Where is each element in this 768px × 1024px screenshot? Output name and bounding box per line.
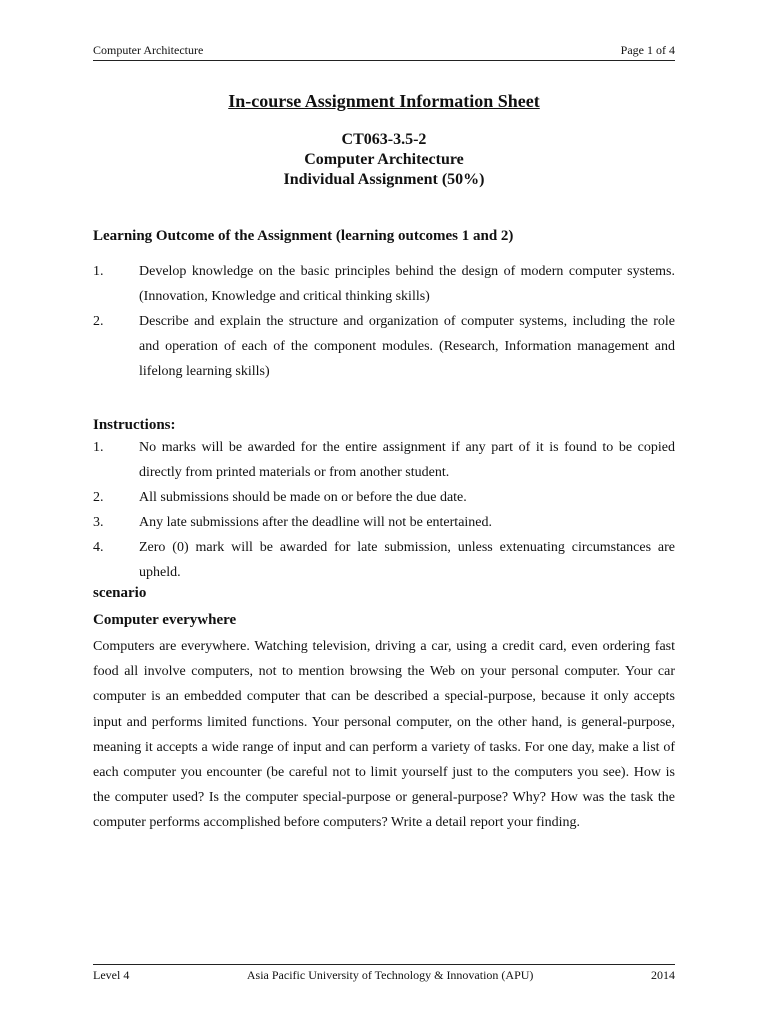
- document-title-text: In-course Assignment Information Sheet: [228, 91, 540, 111]
- list-item-number: 3.: [93, 515, 104, 530]
- instructions-list: [93, 435, 675, 585]
- list-item: [93, 435, 675, 485]
- page-header: [93, 43, 675, 61]
- header-page-number: Page 1 of 4: [620, 43, 675, 57]
- module-code: CT063-3.5-2: [341, 131, 427, 148]
- module-name: Computer Architecture: [304, 151, 464, 168]
- list-item-text: All submissions should be made on or before the due date.: [139, 490, 467, 505]
- scenario-section: [93, 583, 675, 836]
- list-item: [93, 510, 675, 535]
- footer-institution: Asia Pacific University of Technology & Innovation (APU): [246, 968, 534, 982]
- list-item-text: Develop knowledge on the basic principles behind the design of modern computer systems. (Innovation, Knowledge and critical thinking skills): [139, 264, 675, 304]
- list-item-number: 1.: [93, 440, 104, 455]
- instructions-section: [93, 415, 675, 585]
- scenario-heading: Computer everywhere: [93, 612, 237, 628]
- list-item-number: 4.: [93, 540, 104, 555]
- learning-outcomes-heading: Learning Outcome of the Assignment (learning outcomes 1 and 2): [93, 228, 514, 244]
- scenario-body: Computers are everywhere. Watching television, driving a car, using a credit card, even ordering fast food all involve computers, not to mention browsing the Web on your personal computer. Your car computer is an embedded computer that can be described a special-purpose, because it only accepts input and performs limited functions. Your personal computer, on the other hand, is general-purpose, meaning it accepts a wide range of input and can perform a variety of tasks. For one day, make a list of each computer you encounter (be careful not to limit yourself just to the computers you see). How is the computer used? Is the computer special-purpose or general-purpose? Why? How was the task the computer performs accomplished before computers? Write a detail report your finding.: [93, 639, 675, 831]
- footer-level: Level 4: [93, 968, 130, 982]
- list-item-text: No marks will be awarded for the entire assignment if any part of it is found to be copied directly from printed materials or from another student.: [139, 440, 675, 480]
- instructions-heading: Instructions:: [93, 417, 176, 433]
- list-item: [93, 259, 675, 309]
- list-item-number: 1.: [93, 264, 104, 279]
- page-footer: [93, 964, 675, 982]
- scenario-label: scenario: [93, 585, 147, 601]
- list-item-number: 2.: [93, 490, 104, 505]
- list-item-text: Describe and explain the structure and organization of computer systems, including the role and operation of each of the component modules. (Research, Information management and lifelong learning skills): [139, 314, 675, 379]
- list-item: [93, 485, 675, 510]
- list-item: [93, 535, 675, 585]
- module-info: [0, 130, 768, 190]
- list-item-text: Any late submissions after the deadline will not be entertained.: [139, 515, 493, 530]
- list-item: [93, 309, 675, 384]
- footer-year: 2014: [650, 968, 675, 982]
- learning-outcomes-list: [93, 259, 675, 384]
- document-title: [0, 89, 768, 113]
- assignment-type: Individual Assignment (50%): [283, 171, 485, 188]
- list-item-number: 2.: [93, 314, 104, 329]
- learning-outcomes-section: [93, 226, 675, 384]
- list-item-text: Zero (0) mark will be awarded for late submission, unless extenuating circumstances are upheld.: [139, 540, 675, 580]
- header-module-name: Computer Architecture: [93, 43, 204, 57]
